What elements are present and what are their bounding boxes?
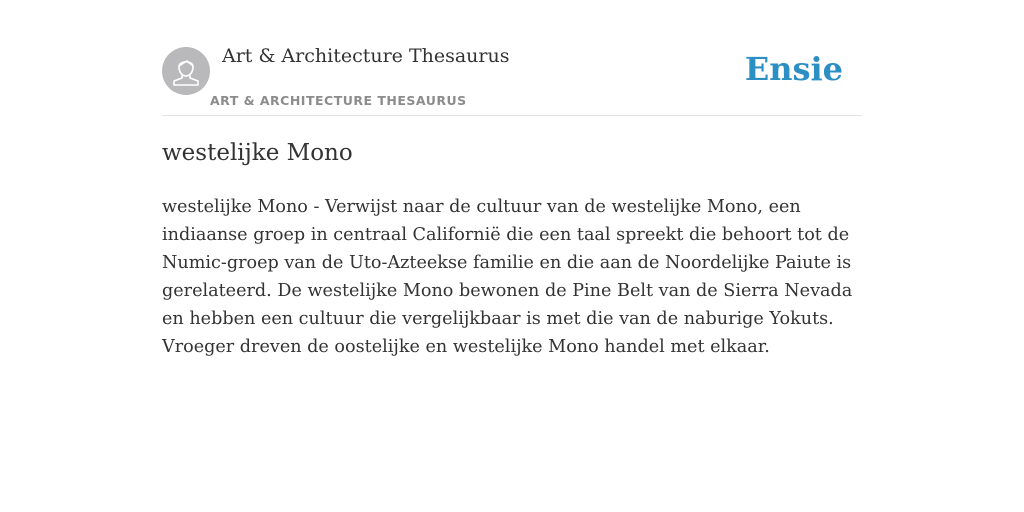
author-subtitle[interactable]: ART & ARCHITECTURE THESAURUS bbox=[210, 93, 467, 108]
entry-header bbox=[162, 0, 862, 116]
user-silhouette-icon bbox=[162, 47, 210, 95]
entry-card bbox=[162, 0, 862, 357]
avatar[interactable] bbox=[162, 47, 210, 95]
entry-title: westelijke Mono bbox=[162, 140, 353, 166]
author-name[interactable]: Art & Architecture Thesaurus bbox=[222, 45, 510, 67]
entry-description: westelijke Mono - Verwijst naar de cultuur van de westelijke Mono, een indiaanse groep in centraal Californië die een taal spreekt die behoort tot de Numic-groep van de Uto-Azteekse familie en die aan de Noordelijke Paiute is gerelateerd. De westelijke Mono bewonen de Pine Belt van de Sierra Nevada en hebben een cultuur die vergelijkbaar is met die van de naburige Yokuts. Vroeger dreven de oostelijke en westelijke Mono handel met elkaar. bbox=[162, 197, 853, 357]
brand-logo[interactable]: Ensie bbox=[744, 50, 843, 88]
